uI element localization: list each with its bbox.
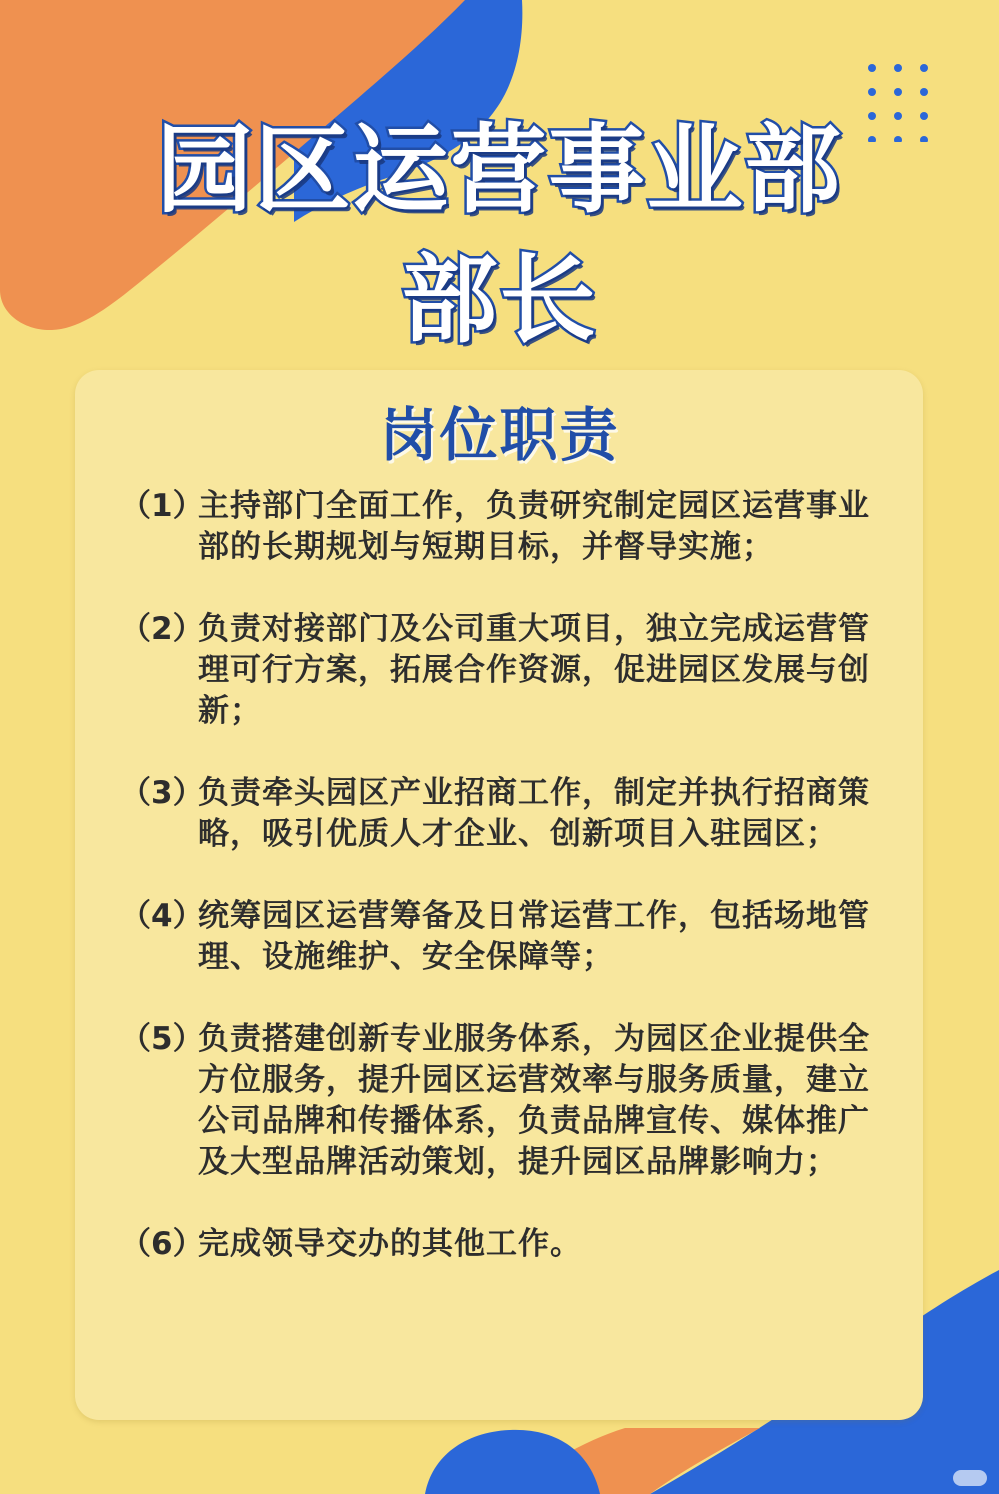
duty-number: （4） — [120, 898, 204, 934]
duty-item — [120, 773, 880, 855]
duty-item — [120, 609, 880, 732]
duty-text: 负责搭建创新专业服务体系，为园区企业提供全方位服务，提升园区运营效率与服务质量，建立公司品牌和传播体系，负责品牌宣传、媒体推广及大型品牌活动策划，提升园区品牌影响力； — [198, 1021, 870, 1180]
main-title-line-1: 园区运营事业部 — [156, 114, 843, 226]
duty-number: （5） — [120, 1021, 204, 1057]
duty-text: 负责对接部门及公司重大项目，独立完成运营管理可行方案，拓展合作资源，促进园区发展与创新； — [198, 611, 870, 729]
duty-text: 负责牵头园区产业招商工作，制定并执行招商策略，吸引优质人才企业、创新项目入驻园区； — [198, 775, 870, 852]
section-title: 岗位职责 — [379, 401, 620, 469]
main-title-line-2: 部长 — [401, 244, 598, 356]
duty-number: （1） — [120, 488, 204, 524]
duty-text: 完成领导交办的其他工作。 — [198, 1226, 582, 1262]
duty-item — [120, 486, 880, 568]
duty-item — [120, 896, 880, 978]
duty-number: （2） — [120, 611, 204, 647]
watermark-logo — [953, 1470, 987, 1486]
duty-number: （6） — [120, 1226, 204, 1262]
duty-text: 统筹园区运营筹备及日常运营工作，包括场地管理、设施维护、安全保障等； — [198, 898, 870, 975]
duty-text: 主持部门全面工作，负责研究制定园区运营事业部的长期规划与短期目标，并督导实施； — [198, 488, 870, 565]
duties-list — [120, 486, 880, 1265]
duty-item — [120, 1019, 880, 1183]
duty-item — [120, 1224, 880, 1265]
duty-number: （3） — [120, 775, 204, 811]
bottom-left-blue-shape — [425, 1430, 600, 1494]
